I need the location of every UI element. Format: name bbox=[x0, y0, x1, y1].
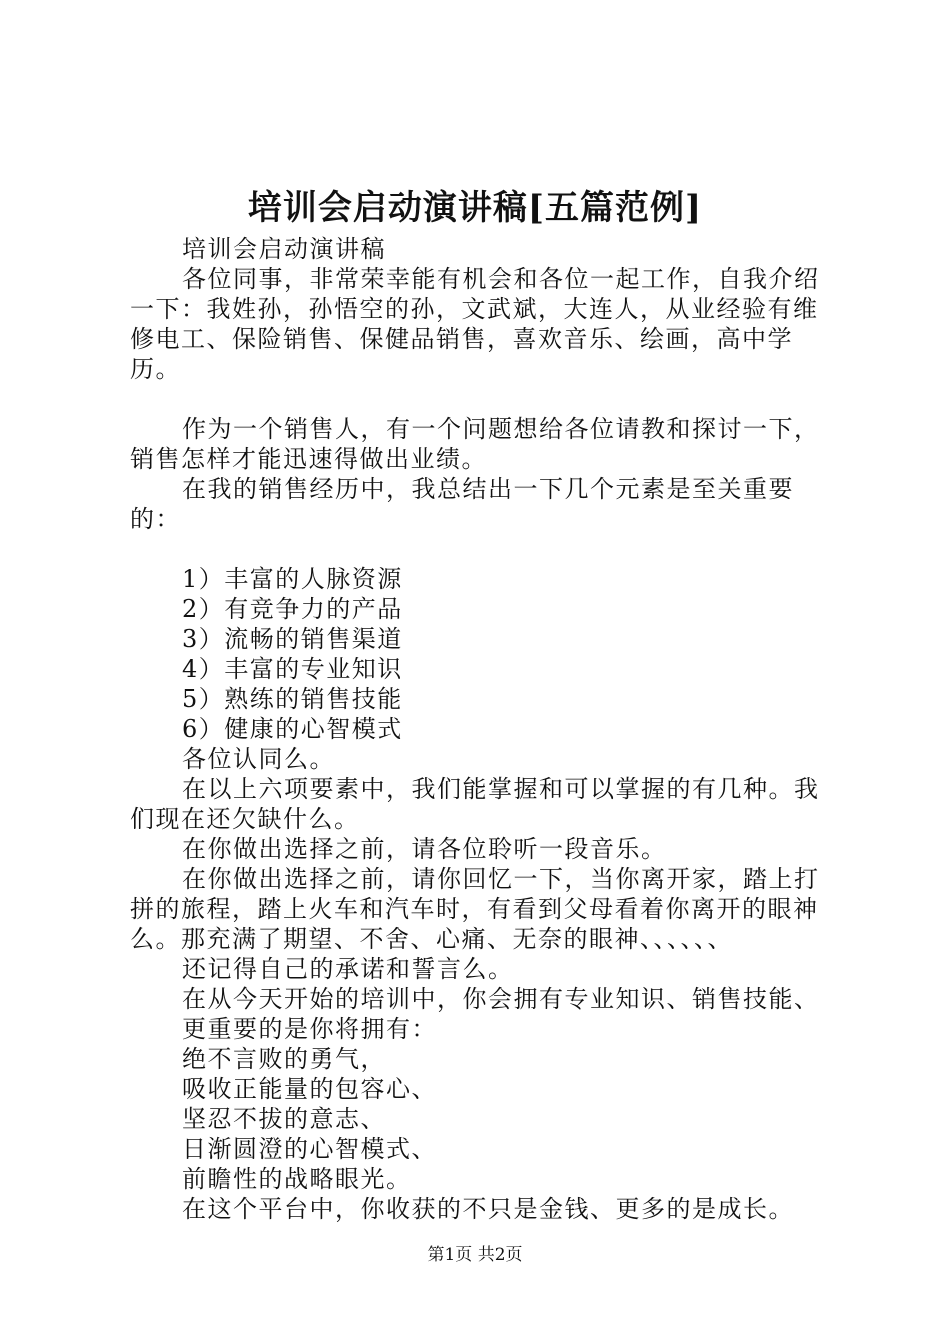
list-item: 1）丰富的人脉资源 bbox=[182, 565, 403, 593]
list-item: 2）有竞争力的产品 bbox=[182, 595, 403, 623]
paragraph: 各位认同么。 bbox=[182, 745, 335, 773]
list-item: 5）熟练的销售技能 bbox=[182, 685, 403, 713]
paragraph: 吸收正能量的包容心、 bbox=[182, 1075, 437, 1103]
subtitle: 培训会启动演讲稿 bbox=[182, 235, 386, 263]
paragraph: 坚忍不拔的意志、 bbox=[182, 1105, 386, 1133]
paragraph: 还记得自己的承诺和誓言么。 bbox=[182, 955, 514, 983]
paragraph: 日渐圆澄的心智模式、 bbox=[182, 1135, 437, 1163]
paragraph: 前瞻性的战略眼光。 bbox=[182, 1165, 412, 1193]
blank-line bbox=[130, 384, 842, 414]
blank-line bbox=[130, 534, 842, 564]
page-footer: 第1页 共2页 bbox=[427, 1245, 523, 1265]
paragraph: 在你做出选择之前，请你回忆一下，当你离开家，踏上打拼的旅程，踏上火车和汽车时，有看到父母看着你离开的眼神么。那充满了期望、不舍、心痛、无奈的眼神、、、、、、 bbox=[130, 865, 820, 953]
paragraph: 作为一个销售人，有一个问题想给各位请教和探讨一下，销售怎样才能迅速得做出业绩。 bbox=[130, 415, 820, 473]
list-item: 3）流畅的销售渠道 bbox=[182, 625, 403, 653]
paragraph: 各位同事，非常荣幸能有机会和各位一起工作，自我介绍一下：我姓孙，孙悟空的孙，文武斌，大连人，从业经验有维修电工、保险销售、保健品销售，喜欢音乐、绘画，高中学历。 bbox=[130, 265, 820, 383]
paragraph: 在以上六项要素中，我们能掌握和可以掌握的有几种。我们现在还欠缺什么。 bbox=[130, 775, 820, 833]
document-body bbox=[130, 234, 842, 1224]
paragraph: 在你做出选择之前，请各位聆听一段音乐。 bbox=[182, 835, 667, 863]
paragraph: 在从今天开始的培训中，你会拥有专业知识、销售技能、 bbox=[182, 985, 820, 1013]
list-item: 4）丰富的专业知识 bbox=[182, 655, 403, 683]
paragraph: 更重要的是你将拥有： bbox=[182, 1015, 437, 1043]
paragraph: 在这个平台中，你收获的不只是金钱、更多的是成长。 bbox=[182, 1195, 794, 1223]
paragraph: 绝不言败的勇气， bbox=[182, 1045, 386, 1073]
paragraph: 在我的销售经历中，我总结出一下几个元素是至关重要的： bbox=[130, 475, 794, 533]
list-item: 6）健康的心智模式 bbox=[182, 715, 403, 743]
document-title: 培训会启动演讲稿[五篇范例] bbox=[247, 188, 703, 228]
